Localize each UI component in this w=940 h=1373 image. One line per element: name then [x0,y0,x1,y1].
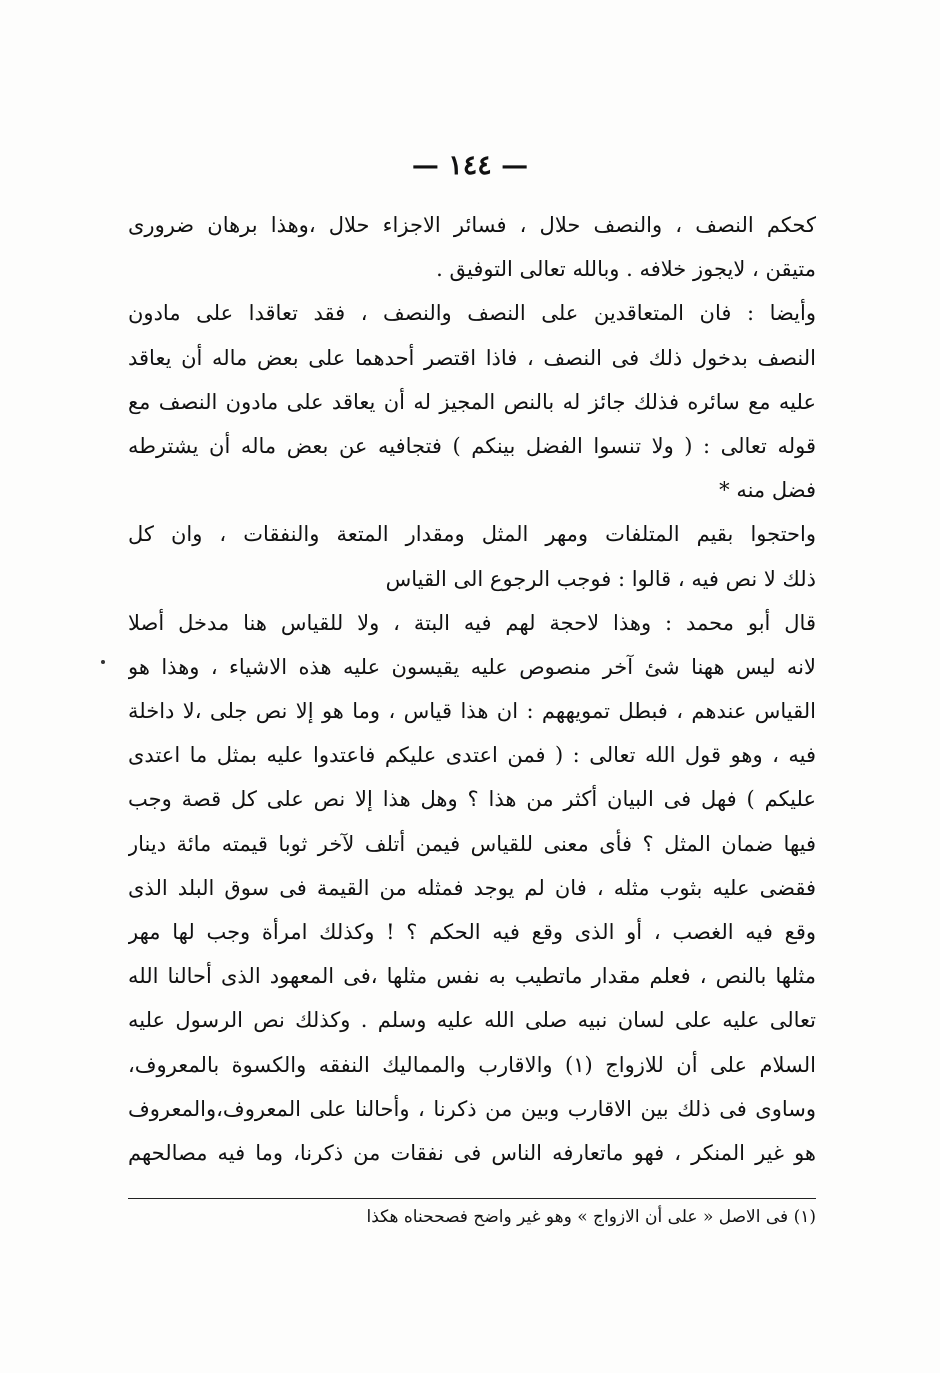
text-line: فقضى عليه بثوب مثله ، فان لم يوجد فمثله من القيمة فى سوق البلد الذى [128,875,816,900]
text-line: السلام على أن للازواج (١) والاقارب والمماليك النفقه والكسوة بالمعروف، [128,1052,816,1077]
page-number: — ١٤٤ — [411,150,529,181]
text-line: فيها ضمان المثل ؟ فأى معنى للقياس فيمن أتلف لآخر ثوبا قيمته مائة دينار [128,831,816,856]
text-line: هو غير المنكر ، فهو ماتعارفه الناس فى نفقات من ذكرنا، وما فيه مصالحهم [128,1140,816,1165]
text-line: كحكم النصف ، والنصف حلال ، فسائر الاجزاء حلال ،وهذا برهان ضرورى [128,213,816,237]
text-line: النصف بدخول ذلك فى النصف ، فاذا اقتصر أحدهما على بعض ماله أن يعاقد [128,345,816,370]
text-line: القياس عندهم ، فبطل تمويههم : ان هذا قياس ، وما هو إلا نص جلى ،لا داخلة [128,699,816,724]
text-line: ذلك لا نص فيه ، قالوا : فوجب الرجوع الى القياس [385,566,816,591]
text-line: فضل منه * [719,478,816,503]
text-line: واحتجوا بقيم المتلفات ومهر المثل ومقدار المتعة والنفقات ، وان كل [128,522,816,547]
text-line: فيه ، وهو قول الله تعالى : ( فمن اعتدى عليكم فاعتدوا عليه بمثل ما اعتدى [128,743,816,768]
text-line: متيقن ، لايجوز خلافه . وبالله تعالى التوفيق . [436,257,816,282]
text-line: قوله تعالى : ( ولا تنسوا الفضل بينكم ) فتجافيه عن بعض ماله أن يشترطه [128,433,816,458]
text-line: عليه مع سائره فذلك جائز له بالنص المجيز له أن يعاقد على مادون النصف مع [128,389,816,414]
footnote-separator [128,1198,816,1199]
body-text [128,203,816,1175]
text-line: عليكم ) فهل فى البيان أكثر من هذا ؟ وهل هذا إلا نص على كل قصة وجب [128,787,816,812]
text-line: وساوى فى ذلك بين الاقارب وبين من ذكرنا ، وأحالنا على المعروف،والمعروف [128,1096,816,1121]
text-line: مثلها بالنص ، فعلم مقدار ماتطيب به نفس مثلها ،فى المعهود الذى أحالنا الله [128,964,816,989]
text-line: تعالى عليه على لسان نبيه صلى الله عليه وسلم . وكذلك نص الرسول عليه [128,1008,816,1033]
text-line: وقع فيه الغصب ، أو الذى وقع فيه الحكم ؟ ! وكذلك امرأة وجب لها مهر [128,920,816,944]
text-line: وأيضا : فان المتعاقدين على النصف والنصف ، فقد تعاقدا على مادون [128,301,816,326]
print-speck [101,660,105,664]
footnote: (١) فى الاصل « على أن الازواج » وهو غير واضح فصححناه هكذا [366,1207,816,1227]
text-line: قال أبو محمد : وهذا لاحجة لهم فيه البتة ، ولا للقياس هنا مدخل أصلا [128,610,816,635]
text-line: لانه ليس ههنا شئ آخر منصوص عليه يقيسون عليه هذه الاشياء ، وهذا هو [128,654,816,679]
